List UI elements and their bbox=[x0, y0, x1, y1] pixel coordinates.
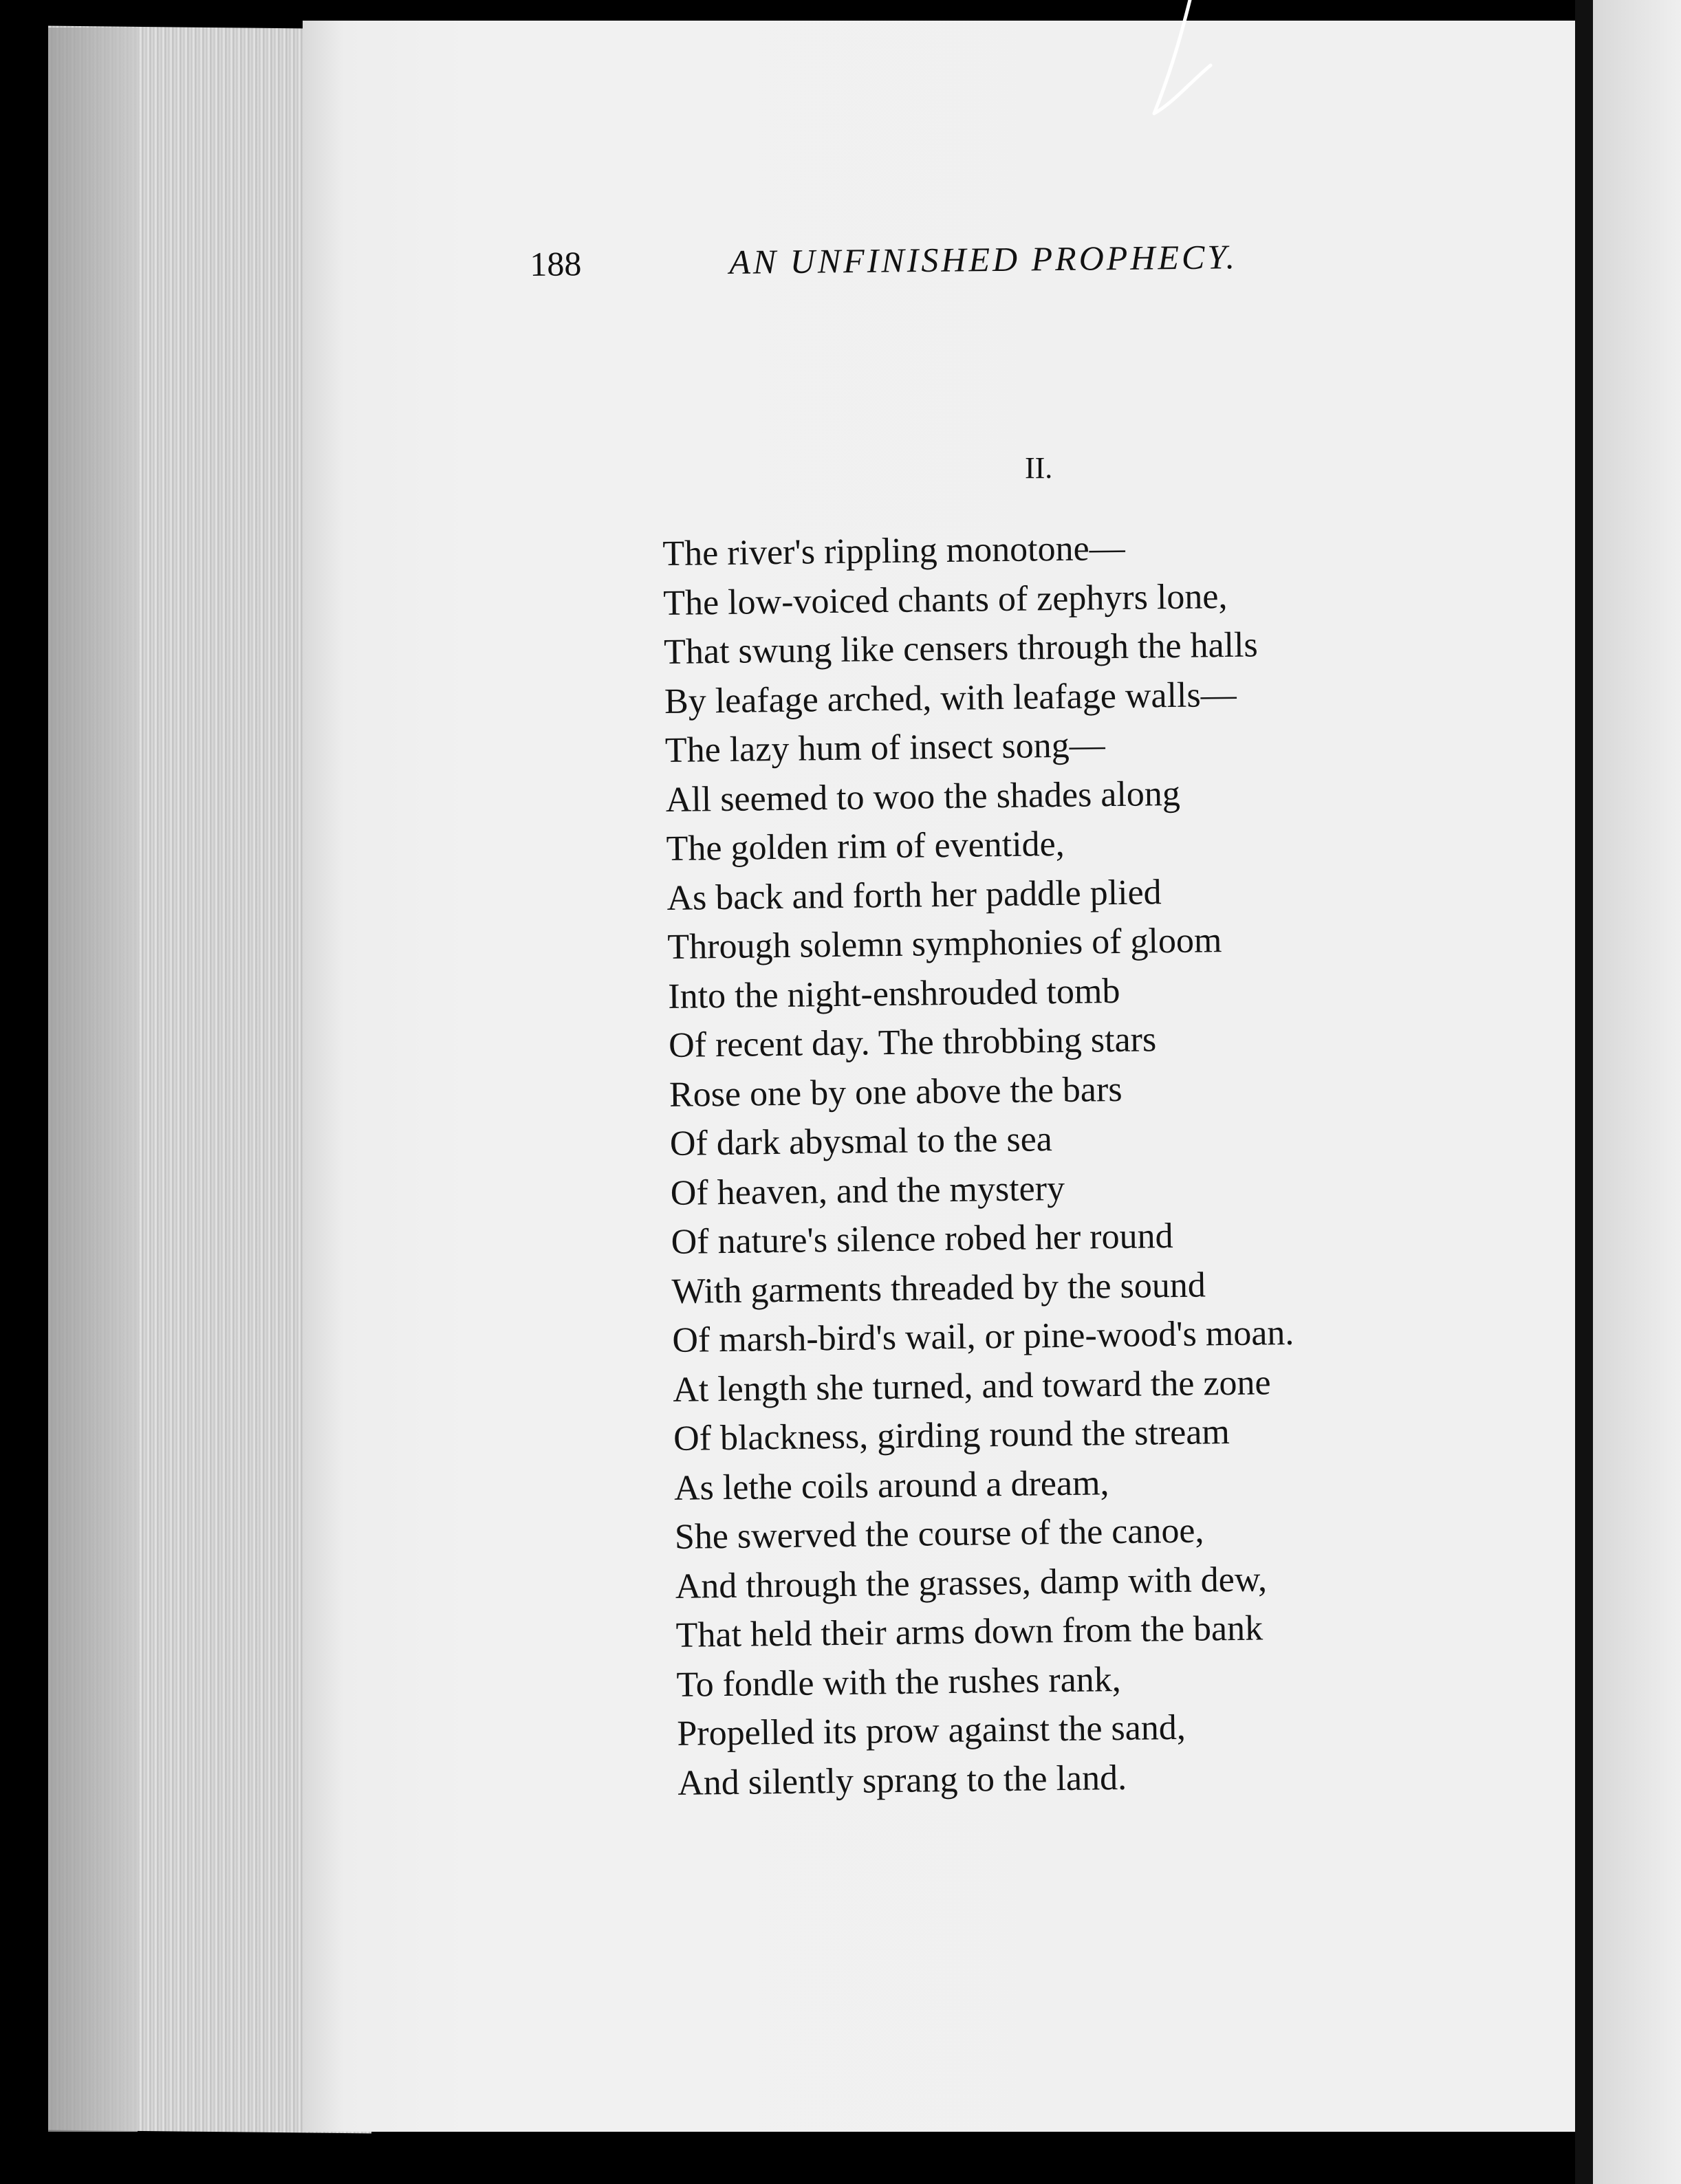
running-head bbox=[530, 235, 1397, 299]
poem-line: Rose one by one above the bars bbox=[669, 1069, 1123, 1115]
running-title: AN UNFINISHED PROPHECY. bbox=[728, 237, 1238, 281]
section-number: II. bbox=[1025, 451, 1053, 485]
poem-line: Of dark abysmal to the sea bbox=[669, 1120, 1053, 1164]
book-gutter-shadow bbox=[1575, 0, 1593, 2184]
poem-line: That held their arms down from the bank bbox=[675, 1608, 1264, 1655]
facing-page-edge bbox=[1593, 0, 1681, 2184]
poem-line: To fondle with the rushes rank, bbox=[676, 1659, 1122, 1705]
page-number: 188 bbox=[530, 244, 582, 283]
poem-text bbox=[662, 519, 1504, 1808]
poem-line: By leafage arched, with leafage walls— bbox=[664, 675, 1237, 721]
poem-line: The low-voiced chants of zephyrs lone, bbox=[662, 576, 1228, 623]
poem-line: Propelled its prow against the sand, bbox=[677, 1707, 1186, 1754]
poem-line: As lethe coils around a dream, bbox=[673, 1463, 1109, 1508]
poem-line: She swerved the course of the canoe, bbox=[674, 1511, 1204, 1557]
poem-line: Of blackness, girding round the stream bbox=[673, 1412, 1230, 1459]
poem-line: The lazy hum of insect song— bbox=[664, 725, 1105, 770]
poem-line: With garments threaded by the sound bbox=[671, 1265, 1206, 1311]
pencil-mark bbox=[1142, 0, 1224, 131]
poem-line: And silently sprang to the land. bbox=[677, 1758, 1127, 1803]
poem-line: At length she turned, and toward the zone bbox=[672, 1362, 1271, 1410]
poem-line: The river's rippling monotone— bbox=[662, 528, 1125, 574]
poem-line: The golden rim of eventide, bbox=[666, 824, 1065, 869]
poem-line: Of marsh-bird's wail, or pine-wood's moan. bbox=[672, 1313, 1294, 1360]
page-edges-shadow bbox=[48, 28, 138, 2132]
poem-line: Of recent day. The throbbing stars bbox=[668, 1020, 1157, 1065]
poem-line: Through solemn symphonies of gloom bbox=[667, 921, 1222, 967]
poem-line: Of heaven, and the mystery bbox=[670, 1168, 1065, 1213]
poem-line: Of nature's silence robed her round bbox=[671, 1216, 1173, 1262]
poem-line: All seemed to woo the shades along bbox=[665, 774, 1181, 820]
poem-line: That swung like censers through the halls bbox=[663, 625, 1259, 672]
poem-line: Into the night-enshrouded tomb bbox=[667, 971, 1120, 1016]
poem-line: And through the grasses, damp with dew, bbox=[675, 1559, 1268, 1606]
poem-line: As back and forth her paddle plied bbox=[666, 872, 1162, 918]
